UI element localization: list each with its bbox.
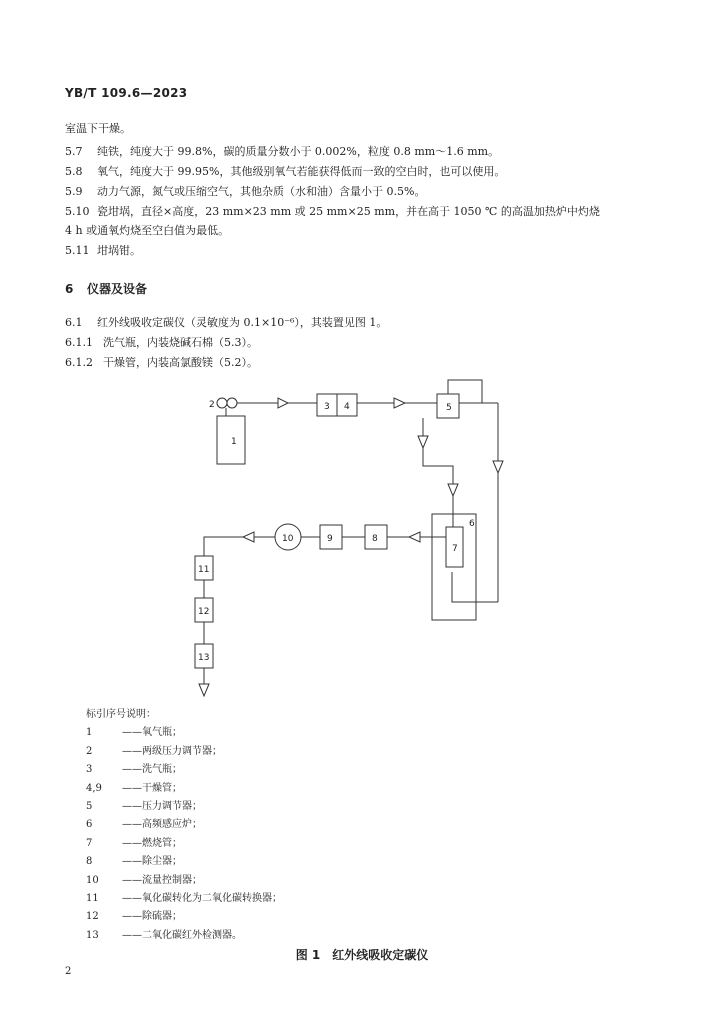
clause-number: 6.1.1	[65, 336, 93, 349]
legend-item	[86, 743, 282, 761]
label-9: 9	[327, 534, 333, 544]
legend-key: 8	[86, 856, 93, 868]
clause-5-10-continued	[65, 222, 229, 238]
label-3: 3	[324, 402, 330, 412]
clause-text: 干燥管，内装高氯酸镁（5.2）。	[103, 356, 258, 369]
clause-number: 5.9	[65, 185, 83, 198]
clause-text: 瓷坩埚，直径×高度，23 mm×23 mm 或 25 mm×25 mm，并在高于 1050 ℃ 的高温加热炉中灼烧	[97, 205, 600, 218]
legend-item	[86, 872, 282, 890]
legend-key: 3	[86, 764, 93, 776]
legend-item	[86, 927, 282, 945]
legend-key: 1	[86, 727, 93, 739]
clause-number: 5.7	[65, 145, 83, 158]
clause-number: 5.8	[65, 165, 83, 178]
clause-number: 5.10	[65, 205, 90, 218]
legend-desc: —— 氧气瓶；	[122, 727, 182, 738]
regulator-circle-left	[217, 398, 227, 408]
regulator-circle-right	[227, 398, 237, 408]
legend-desc: —— 燃烧管；	[122, 838, 182, 849]
legend-desc: —— 氧化碳转化为二氧化碳转换器；	[122, 893, 282, 904]
label-12: 12	[198, 607, 210, 617]
standard-code: YB/T 109.6—2023	[65, 86, 188, 100]
label-13: 13	[198, 653, 210, 663]
label-10: 10	[282, 534, 294, 544]
flow-arrow	[418, 436, 428, 448]
section-title: 仪器及设备	[87, 282, 148, 296]
legend-desc: —— 洗气瓶；	[122, 764, 182, 775]
clause-6-1-2	[65, 354, 258, 370]
legend-desc: —— 两级压力调节器；	[122, 746, 222, 757]
label-1: 1	[231, 437, 237, 447]
label-6: 6	[469, 519, 475, 529]
legend-desc: —— 除尘器；	[122, 856, 182, 867]
label-11: 11	[198, 565, 210, 575]
legend-key: 2	[86, 745, 93, 757]
legend-desc: —— 干燥管；	[122, 783, 182, 794]
flow-arrow	[493, 461, 503, 473]
bypass-line	[448, 380, 482, 403]
legend-item	[86, 853, 282, 871]
clause-text: 红外线吸收定碳仪（灵敏度为 0.1×10⁻⁶），其装置见图 1。	[97, 316, 388, 329]
page-number: 2	[65, 966, 72, 977]
legend-item	[86, 908, 282, 926]
clause-text: 洗气瓶，内装烧碱石棉（5.3）。	[103, 336, 258, 349]
clause-text: 氧气，纯度大于 99.95%，其他级别氧气若能获得低而一致的空白时，也可以使用。	[97, 165, 506, 178]
label-8: 8	[372, 534, 378, 544]
label-2: 2	[209, 400, 215, 410]
clause-text: 4 h 或通氧灼烧至空白值为最低。	[65, 224, 230, 237]
legend-item	[86, 890, 282, 908]
clause-number: 5.11	[65, 244, 90, 257]
clause-number: 6.1	[65, 316, 83, 329]
label-7: 7	[452, 544, 458, 554]
legend-desc: —— 流量控制器；	[122, 875, 202, 886]
label-4: 4	[344, 402, 350, 412]
figure-legend	[86, 706, 282, 945]
legend-item	[86, 835, 282, 853]
flow-line	[423, 448, 453, 484]
legend-key: 5	[86, 801, 93, 813]
clause-5-8	[65, 163, 505, 179]
figure-caption: 图 1 红外线吸收定碳仪	[295, 948, 429, 962]
legend-desc: —— 二氧化碳红外检测器。	[122, 930, 242, 941]
legend-key: 4,9	[86, 782, 102, 794]
legend-key: 10	[86, 874, 99, 886]
label-5: 5	[446, 403, 452, 413]
legend-item	[86, 780, 282, 798]
legend-key: 12	[86, 911, 99, 923]
legend-key: 7	[86, 837, 93, 849]
flow-arrow	[448, 484, 458, 496]
clause-5-11	[65, 242, 141, 258]
clause-text: 动力气源，氮气或压缩空气，其他杂质（水和油）含量小于 0.5%。	[97, 185, 426, 198]
legend-desc: —— 高频感应炉；	[122, 819, 202, 830]
clause-5-7	[65, 143, 499, 159]
clause-5-10	[65, 203, 600, 219]
return-line	[452, 572, 498, 602]
clause-6-1-1	[65, 334, 258, 350]
clause-5-9	[65, 183, 425, 199]
flow-arrow	[394, 398, 405, 408]
clause-text: 坩埚钳。	[97, 244, 141, 257]
legend-item	[86, 761, 282, 779]
legend-key: 6	[86, 819, 93, 831]
legend-item	[86, 816, 282, 834]
legend-key: 13	[86, 929, 99, 941]
clause-number: 6.1.2	[65, 356, 93, 369]
legend-key: 11	[86, 893, 99, 905]
legend-desc: —— 除硫器；	[122, 911, 182, 922]
legend-desc: —— 压力调节器；	[122, 801, 202, 812]
clause-text: 室温下干燥。	[65, 122, 131, 135]
flow-line	[204, 537, 243, 556]
legend-item	[86, 724, 282, 742]
section-number: 6	[65, 282, 74, 296]
exhaust-arrow	[199, 684, 209, 696]
flow-arrow	[243, 532, 254, 542]
clause-text: 纯铁，纯度大于 99.8%，碳的质量分数小于 0.002%，粒度 0.8 mm～1.6 mm。	[97, 145, 500, 158]
legend-item	[86, 798, 282, 816]
flow-arrow	[278, 398, 288, 408]
flow-arrow	[409, 532, 420, 542]
apparatus-diagram	[160, 372, 520, 712]
clause-6-1	[65, 314, 387, 330]
legend-title: 标引序号说明：	[86, 709, 156, 720]
section-heading	[65, 280, 147, 297]
clause-line	[65, 120, 131, 136]
